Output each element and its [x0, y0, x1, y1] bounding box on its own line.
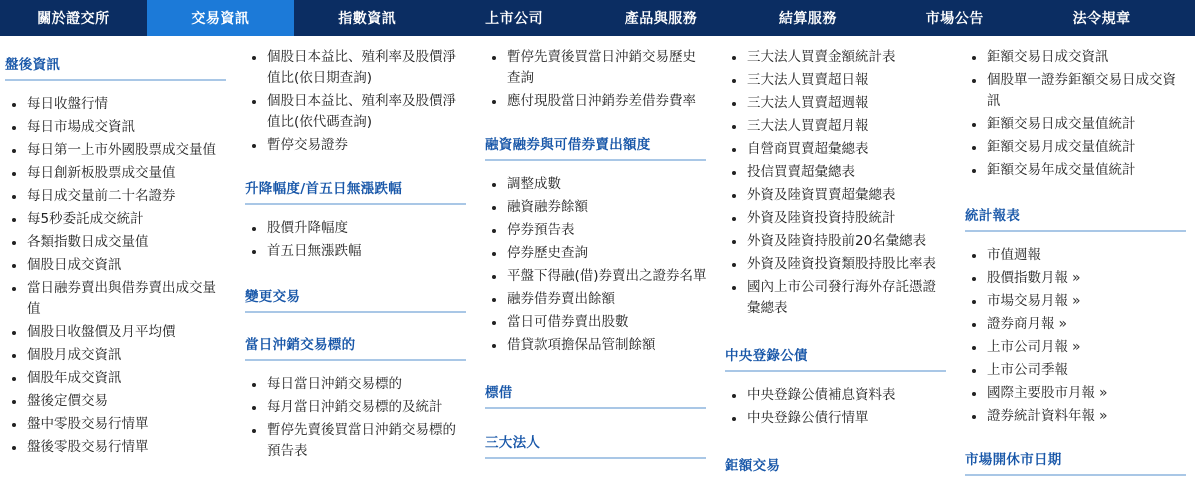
menu-item[interactable]: 外資及陸資持股前20名彙總表 [725, 230, 949, 253]
menu-item[interactable]: 國內上市公司發行海外存託憑證彙總表 [725, 276, 949, 320]
menu-item[interactable]: 鉅額交易年成交量值統計 [965, 159, 1189, 182]
menu-item[interactable]: 融資融券餘額 [485, 196, 709, 219]
menu-item[interactable]: 上市公司季報 [965, 359, 1189, 382]
bullet-icon [972, 79, 976, 83]
price-limit-list [245, 217, 469, 263]
bullet-icon [732, 171, 736, 175]
double-chevron-right-icon: » [1072, 270, 1081, 286]
menu-item[interactable]: 每日當日沖銷交易標的 [245, 373, 469, 396]
bullet-icon [252, 429, 256, 433]
bullet-icon [732, 394, 736, 398]
block-trading-list [965, 46, 1189, 182]
day-trading-history-list [485, 46, 709, 113]
bullet-icon [732, 217, 736, 221]
menu-item[interactable]: 鉅額交易日成交資訊 [965, 46, 1189, 69]
menu-item[interactable]: 應付現股當日沖銷券差借券費率 [485, 90, 709, 113]
bullet-icon [252, 383, 256, 387]
menu-item[interactable]: 調整成數 [485, 173, 709, 196]
bullet-icon [12, 103, 16, 107]
bullet-icon [972, 392, 976, 396]
section-heading-institutional-investors[interactable]: 三大法人 [485, 431, 706, 459]
bullet-icon [732, 102, 736, 106]
bullet-icon [12, 354, 16, 358]
menu-item[interactable]: 三大法人買賣金額統計表 [725, 46, 949, 69]
menu-item[interactable]: 鉅額交易月成交量值統計 [965, 136, 1189, 159]
bullet-icon [972, 369, 976, 373]
menu-column-3 [485, 36, 709, 459]
bullet-icon [252, 250, 256, 254]
menu-item[interactable]: 暫停先賣後買當日沖銷交易標的預告表 [245, 419, 469, 463]
menu-item[interactable]: 盤中零股交易行情單 [5, 413, 229, 436]
menu-item[interactable]: 停券歷史查詢 [485, 242, 709, 265]
menu-item[interactable]: 當日融券賣出與借券賣出成交量值 [5, 277, 229, 321]
menu-item[interactable]: 每月當日沖銷交易標的及統計 [245, 396, 469, 419]
bullet-icon [972, 323, 976, 327]
bullet-icon [972, 56, 976, 60]
bullet-icon [12, 446, 16, 450]
bullet-icon [492, 206, 496, 210]
bullet-icon [732, 56, 736, 60]
institutional-list [725, 46, 949, 320]
menu-column-1 [5, 36, 229, 459]
double-chevron-right-icon: » [1072, 293, 1081, 309]
menu-item[interactable]: 外資及陸資買賣超彙總表 [725, 184, 949, 207]
menu-item[interactable]: 上市公司月報 » [965, 336, 1189, 359]
bullet-icon [732, 125, 736, 129]
bullet-icon [492, 298, 496, 302]
menu-item[interactable]: 國際主要股市月報 » [965, 382, 1189, 405]
menu-item[interactable]: 每日成交量前二十名證券 [5, 185, 229, 208]
menu-item[interactable]: 每日創新板股票成交量值 [5, 162, 229, 185]
day-trading-list [245, 373, 469, 463]
bullet-icon [972, 146, 976, 150]
bullet-icon [12, 126, 16, 130]
menu-column-5 [965, 36, 1189, 476]
bullet-icon [252, 56, 256, 60]
menu-item[interactable]: 每日市場成交資訊 [5, 116, 229, 139]
bullet-icon [732, 194, 736, 198]
menu-item[interactable]: 個股日本益比、殖利率及股價淨值比(依代碼查詢) [245, 90, 469, 134]
menu-item[interactable]: 每日收盤行情 [5, 93, 229, 116]
bullet-icon [492, 229, 496, 233]
section-heading-central-bonds[interactable]: 中央登錄公債 [725, 344, 946, 372]
double-chevron-right-icon: » [1099, 385, 1108, 401]
menu-item[interactable]: 中央登錄公債補息資料表 [725, 384, 949, 407]
bullet-icon [12, 218, 16, 222]
section-heading-statistics-reports[interactable]: 統計報表 [965, 204, 1186, 232]
menu-item[interactable]: 融券借券賣出餘額 [485, 288, 709, 311]
bullet-icon [972, 254, 976, 258]
menu-item[interactable]: 每5秒委託成交統計 [5, 208, 229, 231]
central-bonds-list [725, 384, 949, 430]
menu-item[interactable]: 股價升降幅度 [245, 217, 469, 240]
menu-item[interactable]: 個股日成交資訊 [5, 254, 229, 277]
double-chevron-right-icon: » [1099, 408, 1108, 424]
menu-item[interactable]: 股價指數月報 » [965, 267, 1189, 290]
menu-column-2 [245, 36, 469, 463]
menu-item[interactable]: 市場交易月報 » [965, 290, 1189, 313]
bullet-icon [732, 148, 736, 152]
valuation-list [245, 46, 469, 157]
menu-item[interactable]: 盤後零股交易行情單 [5, 436, 229, 459]
bullet-icon [972, 300, 976, 304]
tab-about[interactable]: 關於證交所 [37, 11, 110, 27]
bullet-icon [492, 344, 496, 348]
bullet-icon [12, 149, 16, 153]
bullet-icon [492, 275, 496, 279]
menu-item[interactable]: 鉅額交易日成交量值統計 [965, 113, 1189, 136]
bullet-icon [972, 346, 976, 350]
menu-item[interactable]: 市值週報 [965, 244, 1189, 267]
menu-item[interactable]: 首五日無漲跌幅 [245, 240, 469, 263]
menu-item[interactable]: 各類指數日成交量值 [5, 231, 229, 254]
section-heading-after-hours[interactable]: 盤後資訊 [5, 53, 226, 81]
menu-item[interactable]: 個股年成交資訊 [5, 367, 229, 390]
menu-item[interactable]: 中央登錄公債行情單 [725, 407, 949, 430]
tab-clearing-services[interactable]: 結算服務 [778, 11, 837, 27]
menu-item[interactable]: 自營商買賣超彙總表 [725, 138, 949, 161]
bullet-icon [252, 100, 256, 104]
bullet-icon [12, 195, 16, 199]
tab-index-info[interactable]: 指數資訊 [338, 11, 397, 27]
menu-item[interactable]: 停券預告表 [485, 219, 709, 242]
menu-item[interactable]: 個股單一證券鉅額交易日成交資訊 [965, 69, 1189, 113]
section-heading-tender-borrowing[interactable]: 標借 [485, 381, 706, 409]
bullet-icon [972, 169, 976, 173]
menu-item[interactable]: 借貸款項擔保品管制餘額 [485, 334, 709, 357]
section-heading-block-trading[interactable]: 鉅額交易 [725, 454, 946, 479]
bullet-icon [252, 144, 256, 148]
menu-item[interactable]: 個股日本益比、殖利率及股價淨值比(依日期查詢) [245, 46, 469, 90]
menu-item[interactable]: 個股月成交資訊 [5, 344, 229, 367]
tab-listed-companies[interactable]: 上市公司 [485, 11, 544, 27]
tab-trading-info[interactable]: 交易資訊 [147, 0, 294, 36]
bullet-icon [732, 286, 736, 290]
double-chevron-right-icon: » [1072, 339, 1081, 355]
tab-products-services[interactable]: 產品與服務 [624, 11, 698, 27]
bullet-icon [972, 123, 976, 127]
statistics-reports-list [965, 244, 1189, 428]
menu-item[interactable]: 外資及陸資投資持股統計 [725, 207, 949, 230]
menu-item[interactable]: 三大法人買賣超月報 [725, 115, 949, 138]
section-heading-margin-trading[interactable]: 融資融券與可借券賣出額度 [485, 133, 706, 161]
menu-item[interactable]: 三大法人買賣超日報 [725, 69, 949, 92]
bullet-icon [252, 227, 256, 231]
bullet-icon [492, 321, 496, 325]
menu-item[interactable]: 每日第一上市外國股票成交量值 [5, 139, 229, 162]
bullet-icon [12, 331, 16, 335]
bullet-icon [492, 100, 496, 104]
bullet-icon [12, 264, 16, 268]
bullet-icon [732, 263, 736, 267]
bullet-icon [252, 406, 256, 410]
bullet-icon [12, 377, 16, 381]
menu-column-4 [725, 36, 949, 479]
after-hours-list [5, 93, 229, 459]
menu-item[interactable]: 外資及陸資投資類股持股比率表 [725, 253, 949, 276]
menu-item[interactable]: 暫停先賣後買當日沖銷交易歷史查詢 [485, 46, 709, 90]
top-navigation [0, 0, 1195, 36]
menu-item[interactable]: 個股日收盤價及月平均價 [5, 321, 229, 344]
menu-item[interactable]: 證券商月報 » [965, 313, 1189, 336]
section-heading-altered-trading[interactable]: 變更交易 [245, 285, 466, 313]
menu-item[interactable]: 平盤下得融(借)券賣出之證券名單 [485, 265, 709, 288]
bullet-icon [12, 287, 16, 291]
menu-item[interactable]: 三大法人買賣超週報 [725, 92, 949, 115]
bullet-icon [12, 400, 16, 404]
section-heading-market-calendar[interactable]: 市場開休市日期 [965, 448, 1186, 476]
menu-item[interactable]: 證券統計資料年報 » [965, 405, 1189, 428]
bullet-icon [12, 241, 16, 245]
section-heading-price-limit[interactable]: 升降幅度/首五日無漲跌幅 [245, 177, 466, 205]
menu-item[interactable]: 當日可借券賣出股數 [485, 311, 709, 334]
bullet-icon [492, 183, 496, 187]
bullet-icon [492, 252, 496, 256]
bullet-icon [492, 56, 496, 60]
tab-market-announcements[interactable]: 市場公告 [925, 11, 984, 27]
menu-item[interactable]: 暫停交易證券 [245, 134, 469, 157]
menu-item[interactable]: 盤後定價交易 [5, 390, 229, 413]
bullet-icon [12, 423, 16, 427]
bullet-icon [732, 240, 736, 244]
double-chevron-right-icon: » [1058, 316, 1068, 332]
menu-item[interactable]: 投信買賣超彙總表 [725, 161, 949, 184]
section-heading-day-trading[interactable]: 當日沖銷交易標的 [245, 333, 466, 361]
bullet-icon [732, 417, 736, 421]
bullet-icon [972, 415, 976, 419]
margin-trading-list [485, 173, 709, 357]
bullet-icon [732, 79, 736, 83]
tab-regulations[interactable]: 法令規章 [1072, 11, 1131, 27]
bullet-icon [12, 172, 16, 176]
bullet-icon [972, 277, 976, 281]
